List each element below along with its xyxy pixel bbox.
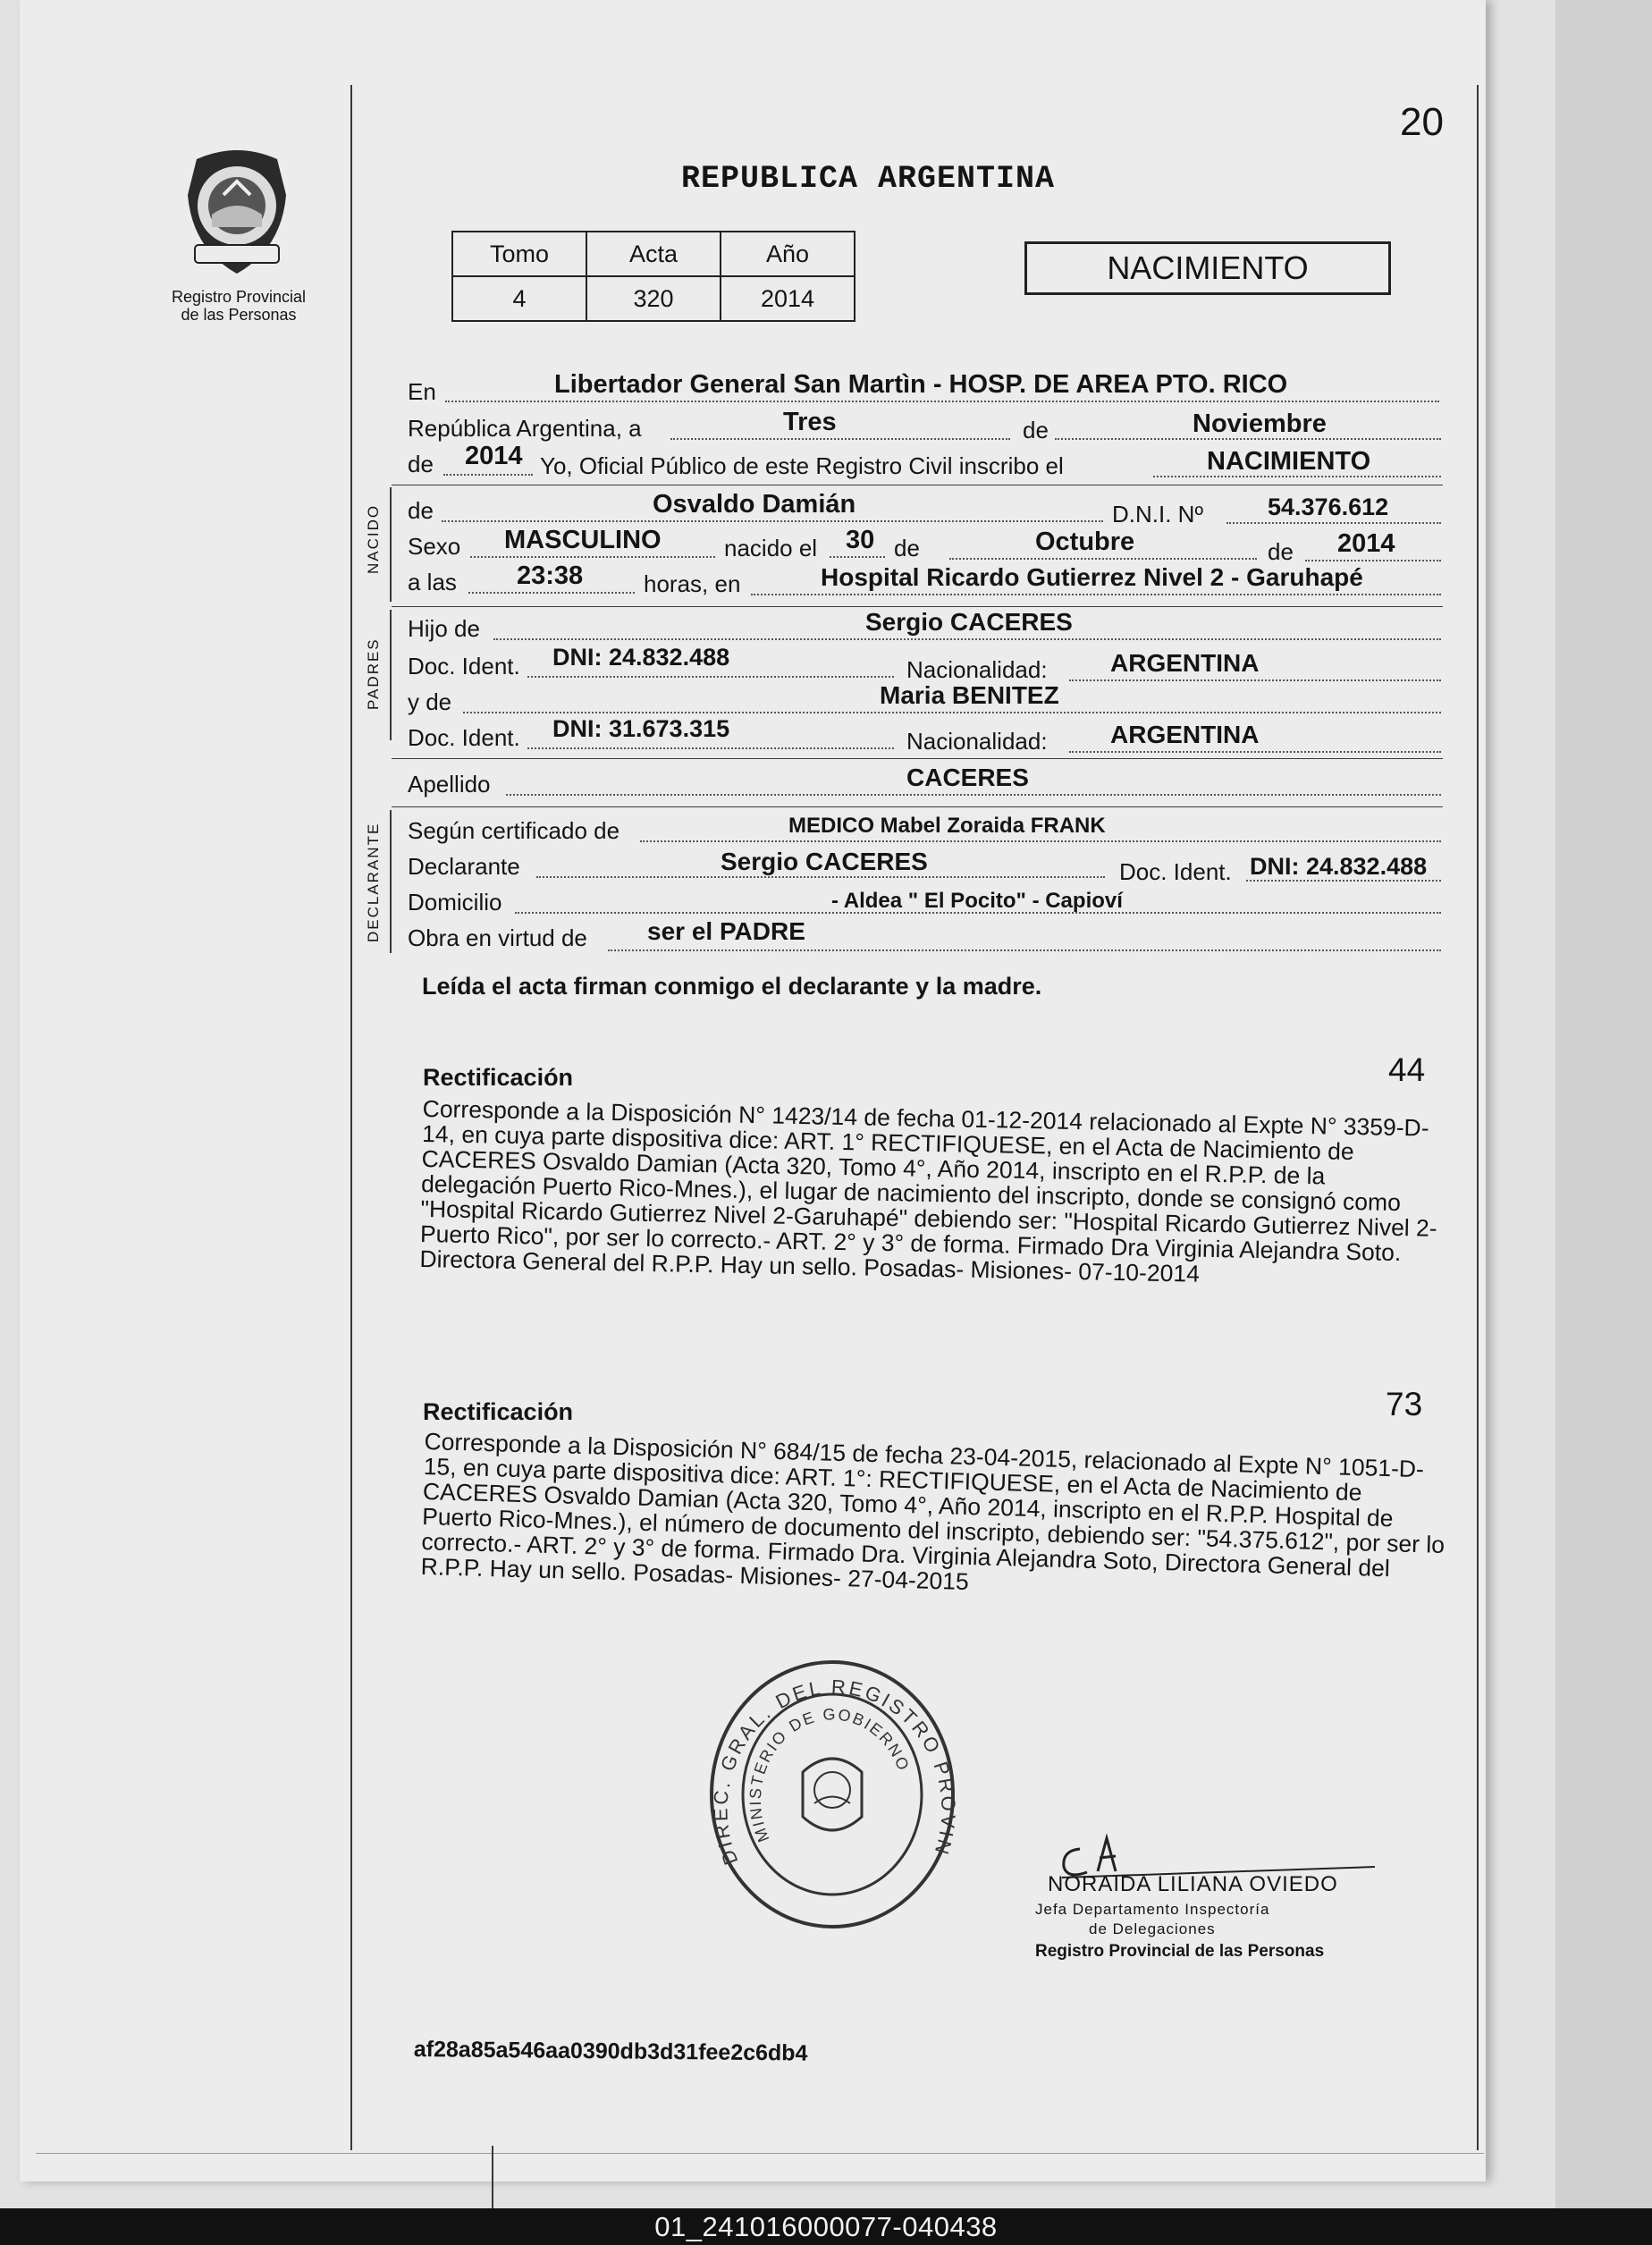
mother-nationality: ARGENTINA [1110, 721, 1260, 748]
record-table-header: Tomo [452, 232, 586, 276]
dotted-line [442, 520, 1103, 522]
signer-title: Jefa Departamento Inspectoría [1035, 1901, 1270, 1918]
section-divider [392, 806, 1443, 807]
dotted-line [608, 949, 1441, 951]
rectification-number: 44 [1388, 1051, 1426, 1088]
nacido-el-label: nacido el [724, 535, 818, 561]
dotted-line [640, 840, 1441, 842]
dotted-line [463, 712, 1441, 713]
inscription-value: NACIMIENTO [1207, 447, 1371, 476]
father-doc: DNI: 24.832.488 [552, 644, 730, 671]
dotted-line [468, 592, 635, 594]
dotted-line [1069, 751, 1441, 753]
dotted-line [751, 594, 1441, 595]
section-bracket [390, 810, 392, 953]
birth-place: Hospital Ricardo Gutierrez Nivel 2 - Garuhapé [821, 563, 1363, 591]
birth-month: Octubre [1035, 527, 1135, 556]
right-margin-rule [1477, 85, 1479, 2150]
dotted-line [830, 556, 885, 558]
registry-label-line1: Registro Provincial [171, 288, 307, 306]
dotted-line [506, 794, 1441, 796]
registry-emblem-icon [170, 141, 304, 275]
sexo-value: MASCULINO [504, 526, 662, 554]
dotted-line [1305, 560, 1441, 561]
official-text: Yo, Oficial Público de este Registro Civil inscribo el [540, 452, 1064, 479]
declarante-section-label: DECLARANTE [365, 822, 382, 942]
declarante-doc: DNI: 24.832.488 [1250, 853, 1428, 880]
mother-name: Maria BENITEZ [880, 681, 1059, 709]
doc-ident-label: Doc. Ident. [408, 724, 520, 751]
de-label: de [408, 451, 434, 477]
dotted-line [493, 638, 1441, 640]
obra-value: ser el PADRE [647, 917, 805, 945]
de-label: de [894, 535, 920, 561]
sexo-label: Sexo [408, 533, 461, 560]
hijo-de-label: Hijo de [408, 615, 480, 642]
svg-text:DIREC. GRAL. DEL REGISTRO PROV [703, 1656, 960, 1869]
dotted-line [527, 747, 894, 749]
stamp-inner-text: MINISTERIO DE GOBIERNO [746, 1705, 914, 1845]
closing-statement: Leída el acta firman conmigo el declarante y la madre. [422, 973, 1042, 1000]
rectification-title: Rectificación [423, 1064, 574, 1091]
dotted-line [1226, 522, 1441, 524]
bottom-rule [36, 2153, 1484, 2154]
rectification-text: Corresponde a la Disposición N° 1423/14 de fecha 01-12-2014 relacionado al Expte N° 3359-D-14, en cuya parte dispositiva dice: ART. 1° RECTIFIQUESE, en el Acta de Nacimiento de CACERES Osvaldo Damian (Acta 320, Tomo 4°, Año 2014, inscripto en el R.P.P. de la delegación Puerto Rico-Mnes.), el lugar de nacimiento del inscripto, donde se consignó como "Hospital Ricardo Gutierrez Nivel 2-Garuhapé" debiendo ser: "Hospital Ricardo Gutierrez Nivel 2-Puerto Rico", por ser lo correcto.- ART. 2° y 3° de forma. Firmado Dra Virginia Alejandra Soto. Directora General del R.P.P. Hay un sello. Posadas- Misiones- 07-10-2014 [419, 1095, 1437, 1287]
section-divider [392, 758, 1443, 759]
day-value: Tres [783, 408, 837, 436]
nacido-de-label: de [408, 497, 434, 524]
signer-name: NORAIDA LILIANA OVIEDO [1048, 1872, 1338, 1896]
declarante-value: Sergio CACERES [721, 848, 928, 875]
birth-time: 23:38 [517, 561, 584, 590]
father-nationality: ARGENTINA [1110, 649, 1260, 677]
record-table-header: Acta [586, 232, 721, 276]
record-table-cell: 4 [452, 276, 586, 321]
rectification-number: 73 [1386, 1386, 1423, 1422]
birth-day: 30 [846, 526, 875, 554]
place-value: Libertador General San Martìn - HOSP. DE AREA PTO. RICO [554, 370, 1288, 399]
file-name-caption: 01_241016000077-040438 [0, 2208, 1652, 2245]
record-table-cell: 2014 [721, 276, 855, 321]
dotted-line [470, 556, 715, 558]
nacionalidad-label: Nacionalidad: [906, 656, 1048, 683]
rectification-title: Rectificación [423, 1398, 574, 1425]
section-bracket [390, 487, 392, 602]
dni-label: D.N.I. Nº [1112, 501, 1203, 527]
document-hash: af28a85a546aa0390db3d31fee2c6db4 [413, 2037, 808, 2066]
dotted-line [1069, 679, 1441, 681]
father-name: Sergio CACERES [865, 608, 1073, 636]
apellido-value: CACERES [906, 764, 1029, 791]
dotted-line [443, 474, 533, 476]
official-stamp [703, 1656, 962, 1933]
record-table-header: Año [721, 232, 855, 276]
stamp-outer-text: DIREC. GRAL. DEL REGISTRO PROVIN [709, 1675, 960, 1869]
republica-label: República Argentina, a [408, 415, 642, 442]
dotted-line [527, 676, 894, 678]
bottom-divider [492, 2146, 493, 2208]
country-title: REPUBLICA ARGENTINA [681, 161, 1056, 197]
dotted-line [949, 558, 1257, 560]
dni-value: 54.376.612 [1268, 494, 1389, 520]
year-value: 2014 [465, 442, 523, 470]
mother-doc: DNI: 31.673.315 [552, 715, 730, 742]
horas-en-label: horas, en [644, 570, 741, 597]
nacido-section-label: NACIDO [365, 503, 382, 574]
month-value: Noviembre [1193, 409, 1327, 438]
y-de-label: y de [408, 688, 452, 715]
dotted-line [536, 876, 1105, 878]
registry-label-line2: de las Personas [181, 306, 297, 324]
section-bracket [390, 610, 392, 740]
padres-section-label: PADRES [365, 637, 382, 710]
de-label: de [1023, 417, 1049, 443]
nacionalidad-label: Nacionalidad: [906, 728, 1048, 755]
en-label: En [408, 378, 436, 405]
signer-title: de Delegaciones [1089, 1920, 1216, 1937]
left-margin-rule [350, 85, 352, 2150]
doc-ident-label: Doc. Ident. [408, 653, 520, 679]
section-divider [392, 606, 1443, 607]
svg-text:MINISTERIO DE GOBIERNO [746, 1705, 914, 1844]
a-las-label: a las [408, 569, 457, 595]
page-number: 20 [1400, 100, 1444, 144]
segun-label: Según certificado de [408, 817, 620, 844]
doc-label: Doc. Ident. [1119, 858, 1232, 885]
dotted-line [445, 401, 1439, 402]
segun-value: MEDICO Mabel Zoraida FRANK [788, 814, 1106, 838]
birth-year: 2014 [1337, 529, 1395, 558]
record-table [451, 231, 856, 322]
de-label: de [1268, 538, 1294, 565]
domicilio-label: Domicilio [408, 889, 502, 916]
record-table-cell: 320 [586, 276, 721, 321]
rectification-text: Corresponde a la Disposición N° 684/15 de fecha 23-04-2015, relacionado al Expte N° 1051-D-15, en cuya parte dispositiva dice: ART. 1°: RECTIFIQUESE, en el Acta de Nacimiento de CACERES Osvaldo Damian (Acta 320, Tomo 4°, Año 2014, inscripto en el R.P.P. Hospital de Puerto Rico-Mnes.), el número de documento del inscripto, debiendo ser: "54.375.612", por ser lo correcto.- ART. 2° y 3° de forma. Firmado Dra. Virginia Alejandra Soto, Directora General del R.P.P. Hay un sello. Posadas- Misiones- 27-04-2015 [420, 1428, 1446, 1596]
registry-emblem [170, 141, 304, 275]
dotted-line [670, 438, 1010, 440]
background-sheet-edge [1555, 0, 1652, 2208]
obra-label: Obra en virtud de [408, 924, 587, 951]
newborn-name: Osvaldo Damián [653, 490, 856, 519]
record-type-box: NACIMIENTO [1024, 241, 1391, 295]
signer-registry: Registro Provincial de las Personas [1035, 1942, 1325, 1961]
declarante-label: Declarante [408, 853, 520, 880]
apellido-label: Apellido [408, 771, 491, 798]
official-stamp-icon [703, 1656, 962, 1933]
domicilio-value: - Aldea " El Pocito" - Capioví [831, 889, 1123, 913]
